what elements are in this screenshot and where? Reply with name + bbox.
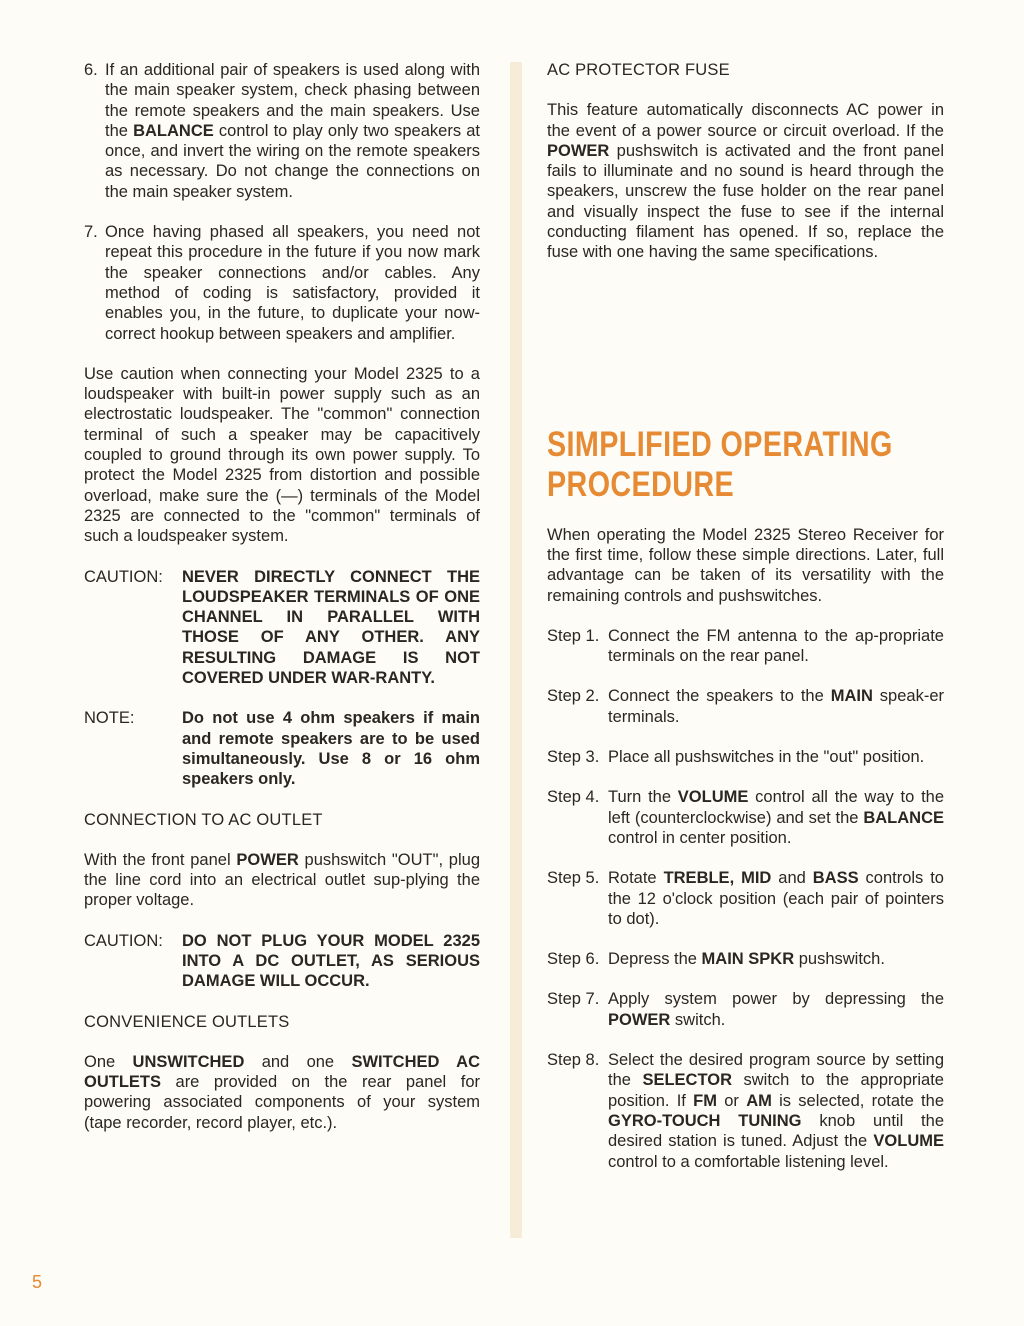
step-label: Step 2. — [547, 687, 600, 706]
page-number: 5 — [32, 1272, 43, 1292]
item-7-text: Once having phased all speakers, you need not repeat this procedure in the future if you now mark the speaker connections and/or cables. Any method of coding is satisfactory, provided it enables you, in the future, to duplicate your now-correct hookup between speakers and amplifier. — [105, 223, 480, 343]
title-line: PROCEDURE — [547, 464, 735, 504]
section-heading-fuse: AC PROTECTOR FUSE — [547, 61, 730, 79]
step-text: Rotate TREBLE, MID and BASS controls to the 12 o'clock position (each pair of pointers to dot). — [608, 869, 944, 928]
procedure-step — [547, 868, 944, 929]
step-text: Select the desired program source by setting the SELECTOR switch to the appropriate position. If FM or AM is selected, rotate the GYRO-TOUCH TUNING knob until the desired station is tuned. Adjust the VOLUME control to a comfortable listening level. — [608, 1051, 944, 1171]
left-column — [84, 60, 480, 1133]
convenience-outlets-text: One UNSWITCHED and one SWITCHED AC OUTLETS are provided on the rear panel for powering associated components of your system (tape recorder, record player, etc.). — [84, 1052, 480, 1132]
step-label: Step 7. — [547, 990, 600, 1009]
title-line: SIMPLIFIED OPERATING — [547, 424, 893, 464]
note-text: Do not use 4 ohm speakers if main and remote speakers are to be used simultaneously. Use 8 or 16 ohm speakers only. — [182, 709, 480, 789]
caution-block-1 — [84, 567, 480, 689]
item-number: 7. — [84, 223, 98, 242]
caution-text: DO NOT PLUG YOUR MODEL 2325 INTO A DC OUTLET, AS SERIOUS DAMAGE WILL OCCUR. — [182, 931, 480, 991]
caution-block-2 — [84, 931, 480, 992]
step-text: Place all pushswitches in the "out" position. — [608, 748, 925, 767]
step-label: Step 4. — [547, 788, 600, 807]
steps-list — [547, 626, 944, 1172]
procedure-step — [547, 787, 944, 848]
procedure-step — [547, 1050, 944, 1172]
step-label: Step 3. — [547, 748, 600, 767]
column-divider — [510, 62, 522, 1238]
section-heading-convenience-outlets: CONVENIENCE OUTLETS — [84, 1012, 290, 1031]
section-title-operating-procedure — [547, 425, 941, 505]
step-text: Turn the VOLUME control all the way to the left (counterclockwise) and set the BALANCE control in center position. — [608, 788, 945, 847]
step-label: Step 6. — [547, 950, 600, 969]
step-text: Depress the MAIN SPKR pushswitch. — [608, 950, 885, 969]
right-column — [547, 60, 944, 1172]
step-label: Step 8. — [547, 1051, 600, 1070]
procedure-step — [547, 686, 944, 727]
caution-label: CAUTION: — [84, 931, 163, 950]
step-label: Step 1. — [547, 626, 600, 645]
list-item-7 — [84, 222, 480, 344]
procedure-step — [547, 626, 944, 667]
section-heading-ac-outlet: CONNECTION TO AC OUTLET — [84, 810, 323, 829]
procedure-step — [547, 989, 944, 1030]
caution-label: CAUTION: — [84, 567, 163, 586]
item-number: 6. — [84, 61, 98, 79]
ac-outlet-text: With the front panel POWER pushswitch "OUT", plug the line cord into an electrical outlet sup-plying the proper voltage. — [84, 850, 480, 910]
step-label: Step 5. — [547, 869, 600, 888]
step-text: Connect the FM antenna to the ap-propriate terminals on the rear panel. — [608, 626, 944, 666]
note-label: NOTE: — [84, 709, 135, 728]
procedure-step — [547, 747, 944, 767]
step-text: Connect the speakers to the MAIN speak-er terminals. — [608, 687, 945, 726]
note-block — [84, 708, 480, 789]
list-item-6 — [84, 60, 480, 202]
step-text: Apply system power by depressing the POWER switch. — [608, 990, 944, 1029]
procedure-step — [547, 949, 944, 969]
fuse-text: This feature automatically disconnects AC power in the event of a power source or circuit overload. If the POWER pushswitch is activated and the front panel fails to illuminate and no sound is heard through the speakers, unscrew the fuse holder on the rear panel and visually inspect the fuse to see if the internal conducting filament has opened. If so, replace the fuse with one having the same specifications. — [547, 101, 944, 262]
item-6-text: If an additional pair of speakers is used along with the main speaker system, check phasing between the remote speakers and the main speakers. Use the BALANCE control to play only two speakers at once, and invert the wiring on the remote speakers as necessary. Do not change the connections on the main speaker system. — [105, 61, 480, 201]
procedure-intro: When operating the Model 2325 Stereo Receiver for the first time, follow these simple directions. Later, full advantage can be taken of its versatility with the remaining controls and pushswitches. — [547, 525, 944, 605]
electrostatic-caution-paragraph: Use caution when connecting your Model 2325 to a loudspeaker with built-in power supply such as an electrostatic loudspeaker. The "common" connection terminal of such a speaker may be capacitively coupled to ground through its own power supply. To protect the Model 2325 from distortion and possible overload, make sure the (—) terminals of the Model 2325 are connected to the "common" terminals of such a loudspeaker system. — [84, 364, 480, 546]
caution-text: NEVER DIRECTLY CONNECT THE LOUDSPEAKER TERMINALS OF ONE CHANNEL IN PARALLEL WITH THOSE OF ANY OTHER. ANY RESULTING DAMAGE IS NOT COVERED UNDER WAR-RANTY. — [182, 567, 480, 688]
